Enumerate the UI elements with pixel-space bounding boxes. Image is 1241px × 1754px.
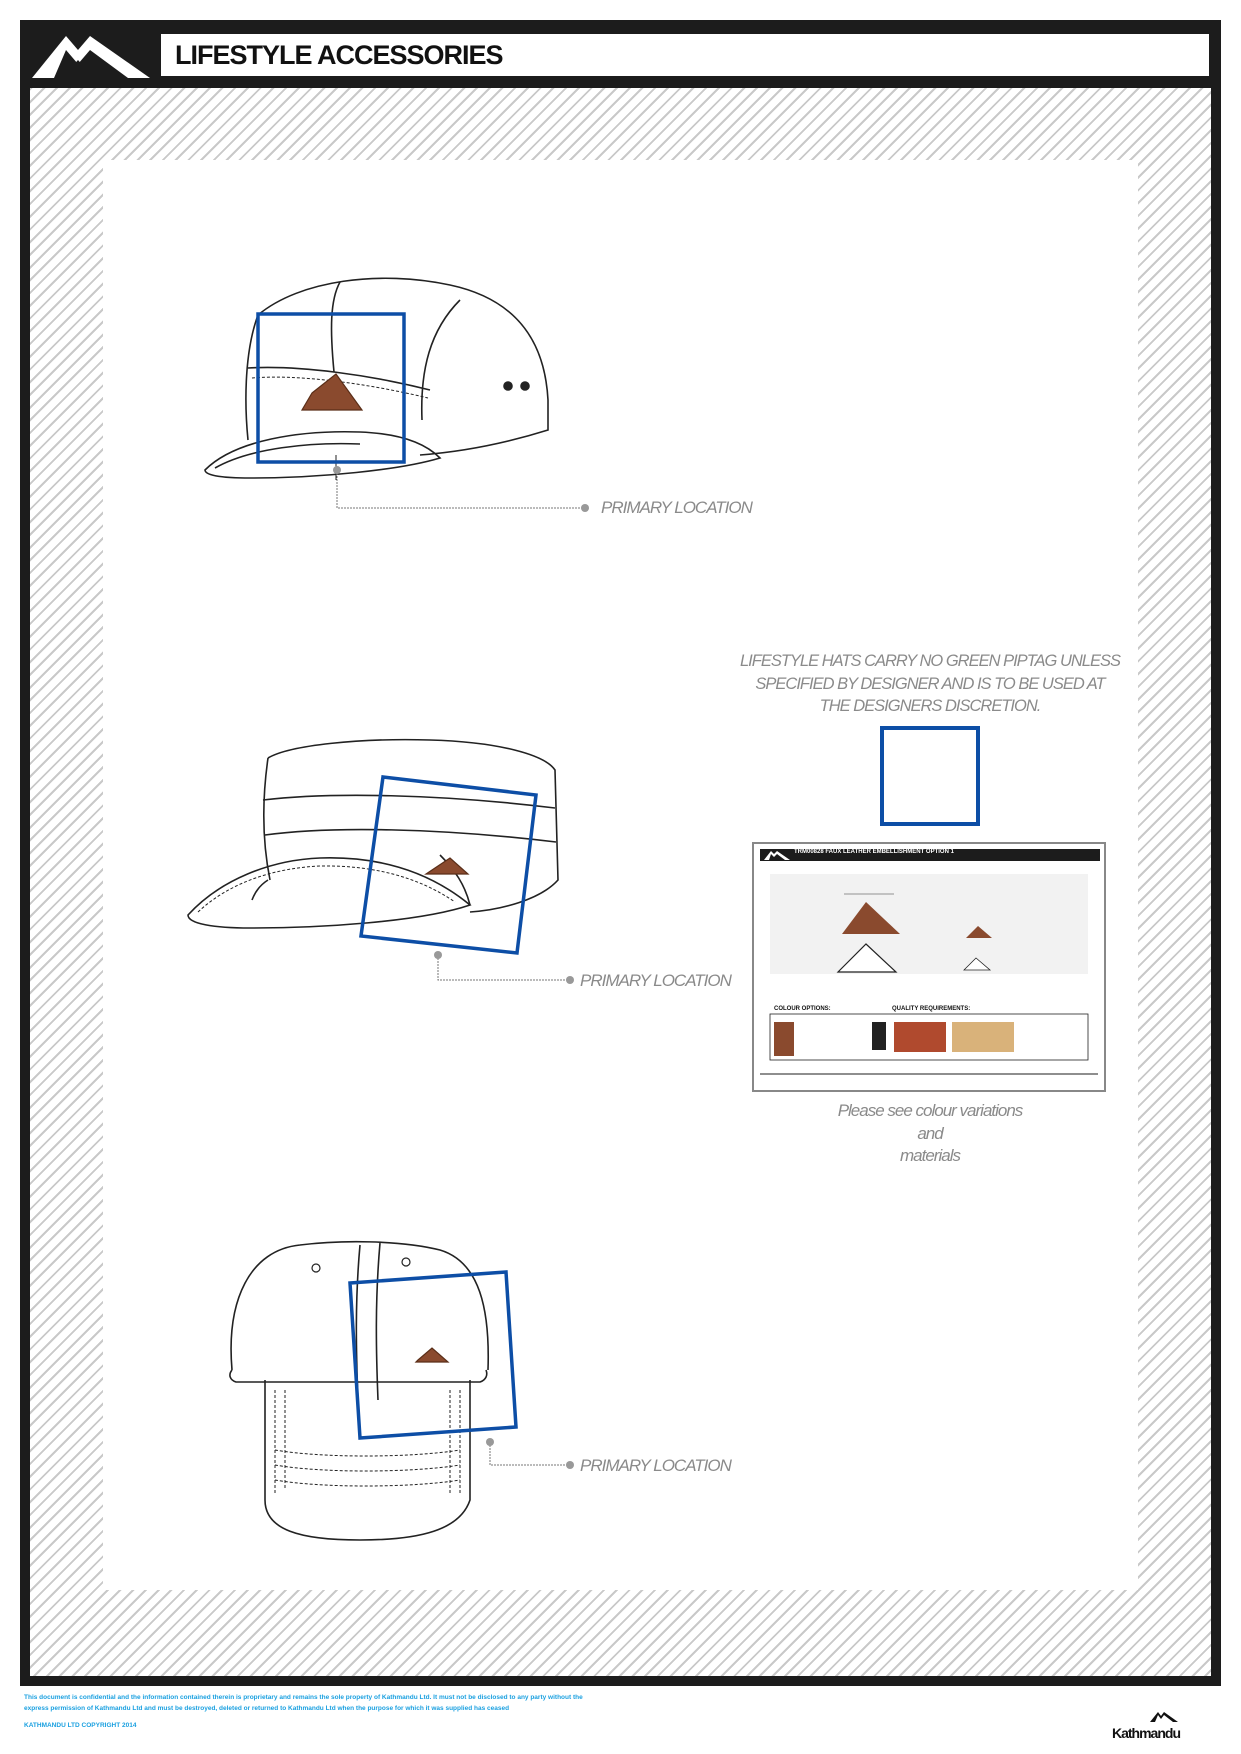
footer-legal-line1: This document is confidential and the information contained therein is proprietary and remains the sole property of Kathmandu Ltd. It must not be disclosed to any party without the [24, 1694, 583, 1701]
page-title: LIFESTYLE ACCESSORIES [175, 40, 503, 70]
brand-logo-icon [1150, 1710, 1178, 1722]
baseball-cap-drawing [230, 1242, 488, 1540]
location-label-hat3: PRIMARY LOCATION [580, 1456, 731, 1475]
colour-variations-note: Please see colour variations and materials [837, 1101, 1023, 1165]
location-label-hat2: PRIMARY LOCATION [580, 971, 731, 990]
military-cap-drawing [188, 740, 558, 928]
reference-sheet-drawing [754, 844, 1104, 1090]
patch-icon [426, 858, 468, 874]
patch-icon [416, 1348, 448, 1362]
piptag-note: LIFESTYLE HATS CARRY NO GREEN PIPTAG UNLESS SPECIFIED BY DESIGNER AND IS TO BE USED AT THE DESIGNERS DISCRETION. [740, 652, 1120, 715]
footer-copyright: KATHMANDU LTD COPYRIGHT 2014 [24, 1722, 137, 1729]
location-label-hat1: PRIMARY LOCATION [601, 498, 752, 517]
reference-sheet-thumbnail: TRM00828 FAUX LEATHER EMBELLISHMENT OPTION 1 COLOUR OPTIONS: QUALITY REQUIREMENTS: [752, 842, 1106, 1092]
piptag-placeholder-box [882, 728, 978, 824]
footer-legal-line2: express permission of Kathmandu Ltd and must be destroyed, deleted or returned to Kathmandu Ltd when the purpose for which it was supplied has ceased [24, 1705, 510, 1712]
brand-name: Kathmandu [1112, 1725, 1180, 1741]
patch-icon [302, 374, 362, 410]
reference-sheet-header: TRM00828 FAUX LEATHER EMBELLISHMENT OPTION 1 [760, 849, 1100, 861]
